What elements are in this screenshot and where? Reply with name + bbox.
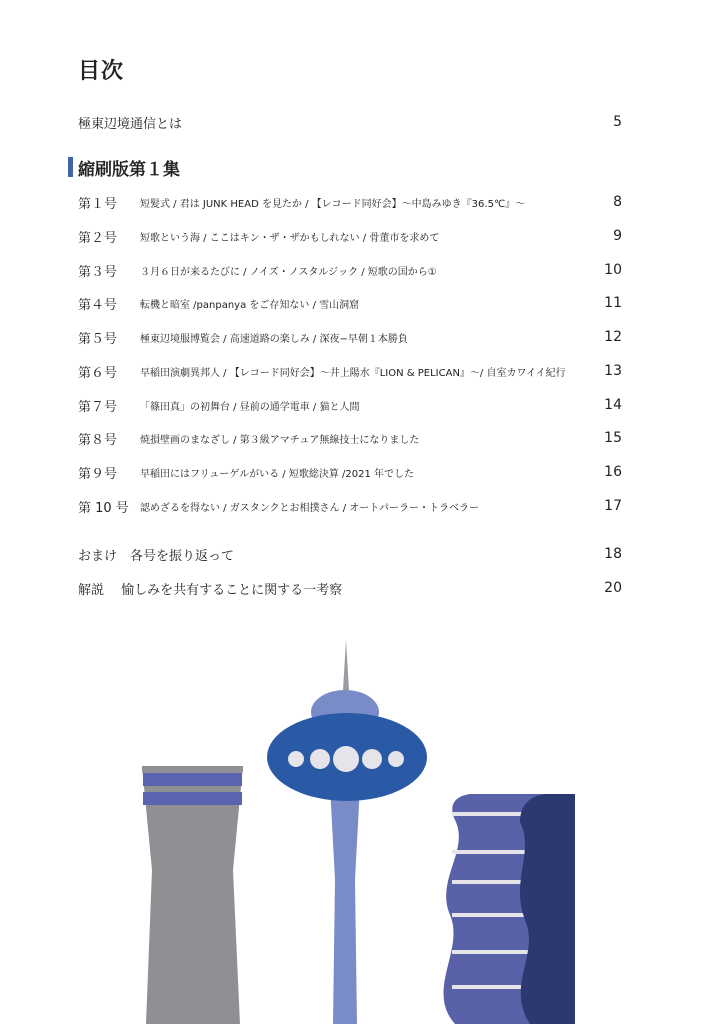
issue-number: 第 10 号 bbox=[78, 500, 129, 516]
toc-entry-extra[interactable] bbox=[78, 543, 622, 565]
gray-tower-band-bottom bbox=[143, 792, 242, 805]
toc-issue-row[interactable] bbox=[78, 360, 622, 382]
issue-contents: 短歌という海 / ここはキン・ザ・ザかもしれない / 骨董市を求めて bbox=[140, 232, 440, 244]
page-number: 9 bbox=[613, 228, 622, 244]
issue-number: 第５号 bbox=[78, 331, 118, 347]
page-number: 17 bbox=[604, 498, 622, 514]
issue-contents: 極東辺境服博覧会 / 高速道路の楽しみ / 深夜−早朝１本勝負 bbox=[140, 333, 408, 345]
issue-number: 第６号 bbox=[78, 365, 118, 381]
toc-issue-row[interactable] bbox=[78, 259, 622, 281]
issue-contents: 早稲田にはフリューゲルがいる / 短歌総決算 /2021 年でした bbox=[140, 468, 415, 480]
toc-entry-label: おまけ 各号を振り返って bbox=[78, 548, 235, 564]
saucer-window bbox=[362, 749, 382, 769]
issue-number: 第９号 bbox=[78, 466, 118, 482]
page-number: 14 bbox=[604, 397, 622, 413]
issue-contents: 焼損壁画のまなざし / 第３級アマチュア無線技士になりました bbox=[140, 434, 420, 446]
saucer-window bbox=[333, 746, 359, 772]
saucer-window bbox=[288, 751, 304, 767]
issue-number: 第７号 bbox=[78, 399, 118, 415]
page-number: 15 bbox=[604, 430, 622, 446]
page-number: 5 bbox=[613, 114, 622, 130]
issue-number: 第１号 bbox=[78, 196, 118, 212]
toc-issue-row[interactable] bbox=[78, 326, 622, 348]
page-number: 10 bbox=[604, 262, 622, 278]
tower-shaft bbox=[330, 786, 360, 1024]
page-number: 12 bbox=[604, 329, 622, 345]
issue-number: 第４号 bbox=[78, 297, 118, 313]
issue-contents: 短髪式 / 君は JUNK HEAD を見たか / 【レコード同好会】～中島みゆき『36.5℃』～ bbox=[140, 198, 526, 210]
toc-issue-row[interactable] bbox=[78, 427, 622, 449]
issue-contents: 早稲田演劇異邦人 / 【レコード同好会】～井上陽水『LION & PELICAN』～/ 自室カワイイ紀行 bbox=[140, 367, 566, 379]
toc-issue-row[interactable] bbox=[78, 225, 622, 247]
toc-entry-intro[interactable] bbox=[78, 111, 622, 133]
toc-entry-label: 解説 愉しみを共有することに関する一考察 bbox=[78, 582, 343, 598]
wave-building-dark bbox=[520, 794, 575, 1024]
issue-number: 第８号 bbox=[78, 432, 118, 448]
section-accent-bar bbox=[68, 157, 73, 177]
page-title: 目次 bbox=[78, 59, 125, 84]
page-number: 13 bbox=[604, 363, 622, 379]
issue-number: 第２号 bbox=[78, 230, 118, 246]
issue-contents: 転機と暗室 /panpanya をご存知ない / 雪山洞窟 bbox=[140, 299, 360, 311]
toc-issue-row[interactable] bbox=[78, 495, 622, 517]
toc-entry-label: 極東辺境通信とは bbox=[78, 116, 183, 132]
page-number: 18 bbox=[604, 546, 622, 562]
saucer-tower bbox=[267, 640, 427, 1024]
section-heading bbox=[68, 156, 180, 178]
saucer-window bbox=[310, 749, 330, 769]
issue-contents: 認めざるを得ない / ガスタンクとお相撲さん / オートパーラー・トラベラー bbox=[140, 502, 480, 514]
page-number: 16 bbox=[604, 464, 622, 480]
gray-tower bbox=[142, 766, 243, 1024]
wave-building bbox=[444, 794, 575, 1024]
page-number: 8 bbox=[613, 194, 622, 210]
issue-number: 第３号 bbox=[78, 264, 118, 280]
toc-issue-row[interactable] bbox=[78, 191, 622, 213]
toc-issue-row[interactable] bbox=[78, 461, 622, 483]
issue-contents: 「篠田真」の初舞台 / 昼前の通学電車 / 猫と人間 bbox=[140, 401, 360, 413]
issue-contents: ３月６日が来るたびに / ノイズ・ノスタルジック / 短歌の国から① bbox=[140, 266, 437, 278]
gray-tower-band-top bbox=[143, 773, 242, 786]
toc-issue-row[interactable] bbox=[78, 292, 622, 314]
towers-illustration bbox=[0, 620, 726, 1024]
saucer-window bbox=[388, 751, 404, 767]
section-title: 縮刷版第１集 bbox=[78, 159, 180, 180]
antenna bbox=[343, 640, 349, 690]
toc-entry-extra[interactable] bbox=[78, 577, 622, 599]
gray-tower-cap bbox=[142, 766, 243, 772]
page-number: 11 bbox=[604, 295, 622, 311]
toc-issue-row[interactable] bbox=[78, 394, 622, 416]
page-number: 20 bbox=[604, 580, 622, 596]
